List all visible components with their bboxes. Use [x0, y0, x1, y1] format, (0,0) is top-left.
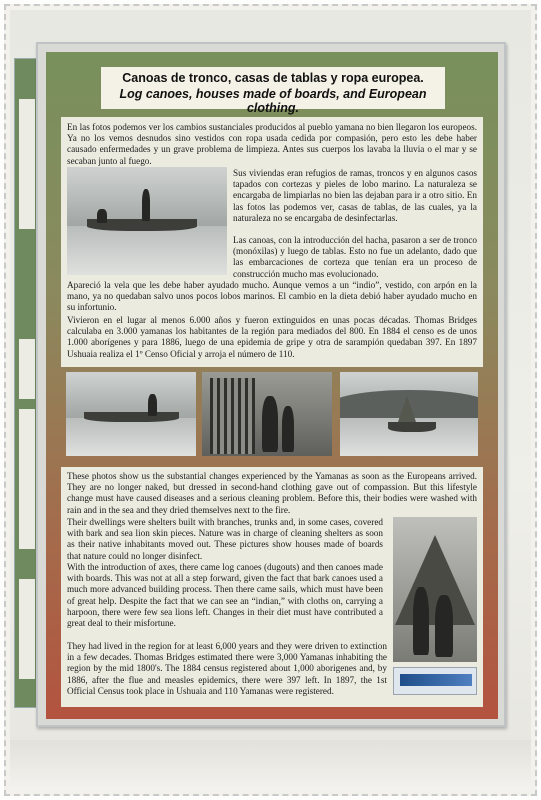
photo-figure	[413, 587, 429, 655]
english-paragraph: Their dwellings were shelters built with branches, trunks and, in some cases, covered with bark and sea lion skin pieces. Nature was in charge of cleaning shelters as soon as their native inhabitants moved out. These pictures show houses made of boards that nature could no longer disinfect.	[67, 517, 383, 561]
photo-shelter-family	[393, 517, 477, 662]
adjacent-poster-strip	[19, 409, 35, 549]
poster	[46, 52, 498, 719]
title-spanish: Canoas de tronco, casas de tablas y ropa europea.	[122, 71, 424, 85]
photo-dugout-canoe	[66, 372, 196, 456]
museum-logo	[393, 667, 477, 695]
photo-figure	[282, 406, 294, 452]
adjacent-poster-strip	[19, 579, 35, 679]
title-english: Log canoes, houses made of boards, and European clothing.	[119, 87, 427, 115]
photo-canoe	[388, 422, 436, 432]
english-paragraph: They had lived in the region for at least 6,000 years and they were driven to extinction in a few decades. Thomas Bridges estimated there were 3,000 Yamanas inhabiting the region by the mid 1800's. The 1884 census registered about 1,000 aborigenes and, by 1886, after the flue and measles epidemics, there were 397 left. In 1897, the 1st Official Census took place in Ushuaia and 110 Yamanas were registered.	[67, 641, 387, 696]
english-paragraph: These photos show us the substantial changes experienced by the Yamanas as soon as the Europeans arrived. They are no longer naked, but dressed in second-hand clothing gave out of compassion. But this lifestyle change must have caused diseases and a serious cleaning problem. Before this, their bodies were washed with rain and in the sea and they dried themselves next to the fire.	[67, 471, 477, 515]
logo-emblem	[400, 674, 472, 686]
photo-water	[67, 226, 227, 275]
title-box	[101, 67, 445, 115]
spanish-paragraph: Sus viviendas eran refugios de ramas, troncos y en algunos casos tapados con cortezas y pieles de lobo marino. La naturaleza se encargaba de limpiarlas no bien las dejaban para ir a otro sitio. En las fotos las podemos ver, casas de tablas, de las cuales, ya la naturaleza no se encargaba de desinfectarlas.	[233, 168, 477, 223]
adjacent-poster-strip	[19, 339, 35, 399]
spanish-paragraph: Apareció la vela que les debe haber ayudado mucho. Aunque vemos a un “indio”, vestido, con arpón en la mano, ya no quedaban salvo unos pocos lobos marinos. El cambio en la dieta debió haber ayudado mucho en su infortunio.	[67, 280, 477, 313]
photo-water	[66, 418, 196, 456]
spanish-paragraph: Vivieron en el lugar al menos 6.000 años y fueron extinguidos en unas pocas décadas. Thomas Bridges calculaba en 3.000 yamanas los habitantes de la región para mediados del 800. En 1884 el censo es de unos 1.000 aborígenes y para 1886, luego de una epidemia de gripe y otra de sarampión quedaban 397. En 1897 Ushuaia realiza el 1º Censo Oficial y arroja el número de 110.	[67, 315, 477, 359]
spanish-paragraph: Las canoas, con la introducción del hacha, pasaron a ser de tronco (monóxilas) y luego de tablas. Esto no fue un adelanto, dado que las embarcaciones de corteza que tenían era un proceso de construcción mucho mas evolucionado.	[233, 235, 477, 279]
photo-board-wall	[210, 378, 255, 454]
photo-figure	[142, 189, 150, 221]
photo-canoe-harpoon	[67, 167, 227, 275]
photo-figure	[148, 394, 157, 416]
photo-sail-canoe	[340, 372, 478, 456]
photo-board-house	[202, 372, 332, 456]
photo-figure	[97, 209, 107, 223]
photo-canoe	[84, 412, 179, 422]
photo-figure	[262, 396, 278, 452]
spanish-paragraph: En las fotos podemos ver los cambios sustanciales producidos al pueblo yamana no bien llegaron los europeos. Ya no los vemos desnudos sino vestidos con ropa usada cedida por compasión, pero esto les debe haber causado enfermedades y un grave problema de limpieza. Antes sus cuerpos los lavaba la lluvia o el mar y se secaban junto al fuego.	[67, 122, 477, 166]
photo-sail	[398, 396, 416, 422]
english-paragraph: With the introduction of axes, there came log canoes (dugouts) and then canoes made with boards. This was not at all a step forward, given the fact that bark canoes used a much more advanced building process. Then there came sails, which must have been of great help. Despite the fact that we can see an “indian,” with cloths on, carrying a harpoon, there were few sea lions left. Changes in their diet must have contributed a great deal to their misfortune.	[67, 562, 383, 629]
adjacent-poster-strip	[19, 99, 35, 229]
poster-frame	[36, 42, 506, 727]
wall-lower	[10, 740, 531, 790]
spanish-text-panel	[61, 117, 483, 367]
english-text-panel	[61, 467, 483, 707]
photo-figure	[435, 595, 453, 657]
